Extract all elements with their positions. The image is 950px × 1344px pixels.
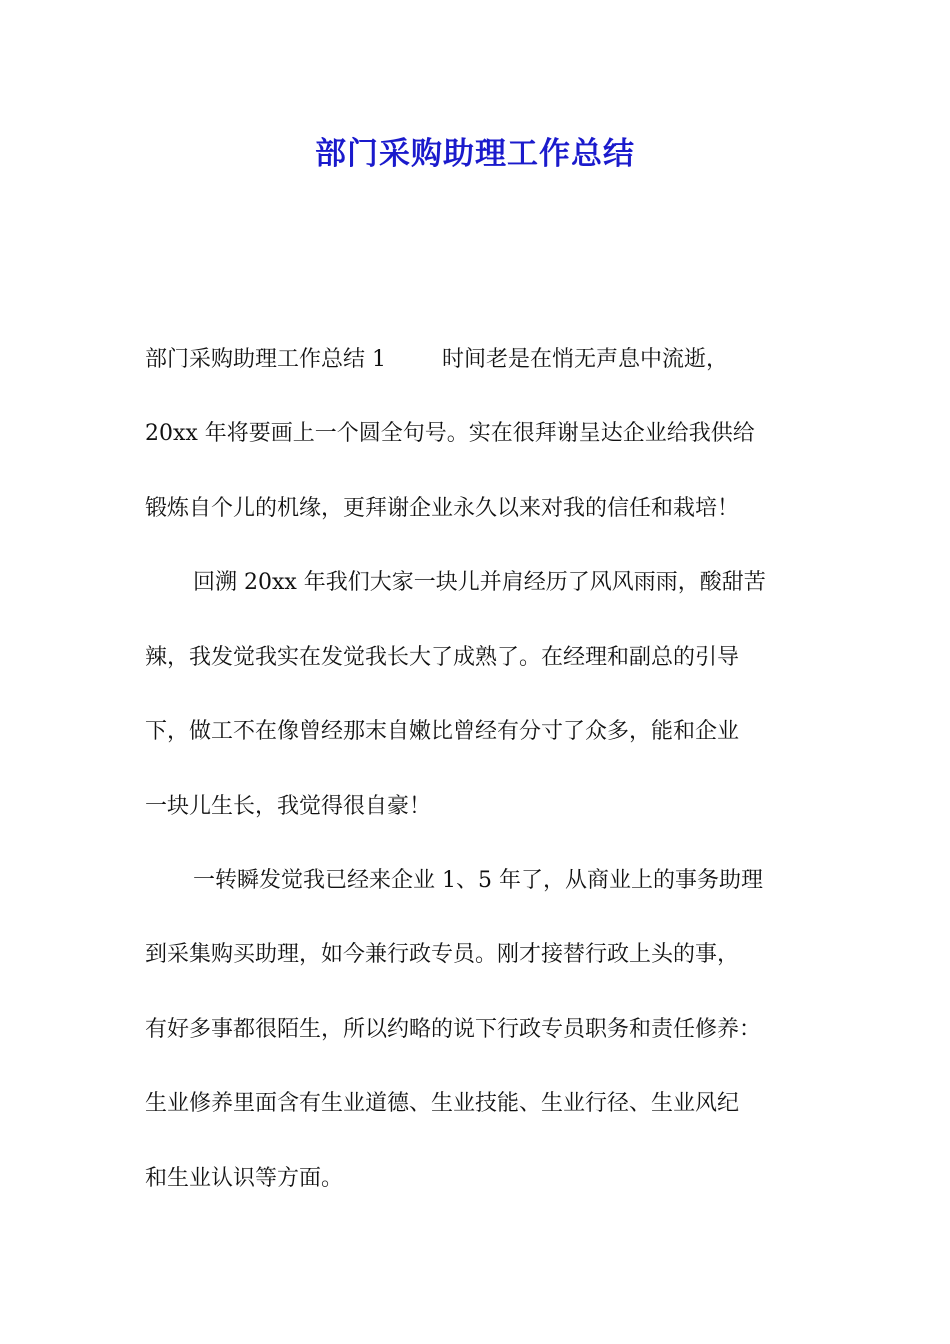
text-line-1 bbox=[145, 340, 835, 380]
text-line-4: 回溯 20xx 年我们大家一块儿并肩经历了风风雨雨，酸甜苦 bbox=[193, 570, 766, 595]
text-line-6: 下，做工不在像曾经那末自嫩比曾经有分寸了众多，能和企业 bbox=[145, 719, 740, 744]
paragraph-text: 时间老是在悄无声息中流逝， bbox=[442, 347, 729, 372]
section-heading: 部门采购助理工作总结 1 bbox=[145, 347, 386, 372]
text-line-11: 生业修养里面含有生业道德、生业技能、生业行径、生业风纪 bbox=[145, 1091, 740, 1116]
text-line-12: 和生业认识等方面。 bbox=[145, 1166, 344, 1191]
text-line-2: 20xx 年将要画上一个圆全句号。实在很拜谢呈达企业给我供给 bbox=[145, 421, 755, 446]
text-line-8: 一转瞬发觉我已经来企业 1、5 年了，从商业上的事务助理 bbox=[193, 868, 763, 893]
text-line-3: 锻炼自个儿的机缘，更拜谢企业永久以来对我的信任和栽培！ bbox=[145, 496, 740, 521]
text-line-5: 辣，我发觉我实在发觉我长大了成熟了。在经理和副总的引导 bbox=[145, 645, 740, 670]
document-title: 部门采购助理工作总结 bbox=[315, 136, 635, 172]
text-line-9: 到采集购买助理，如今兼行政专员。刚才接替行政上头的事， bbox=[145, 942, 740, 967]
text-line-10: 有好多事都很陌生，所以约略的说下行政专员职务和责任修养： bbox=[145, 1017, 762, 1042]
text-line-7: 一块儿生长，我觉得很自豪！ bbox=[145, 794, 432, 819]
